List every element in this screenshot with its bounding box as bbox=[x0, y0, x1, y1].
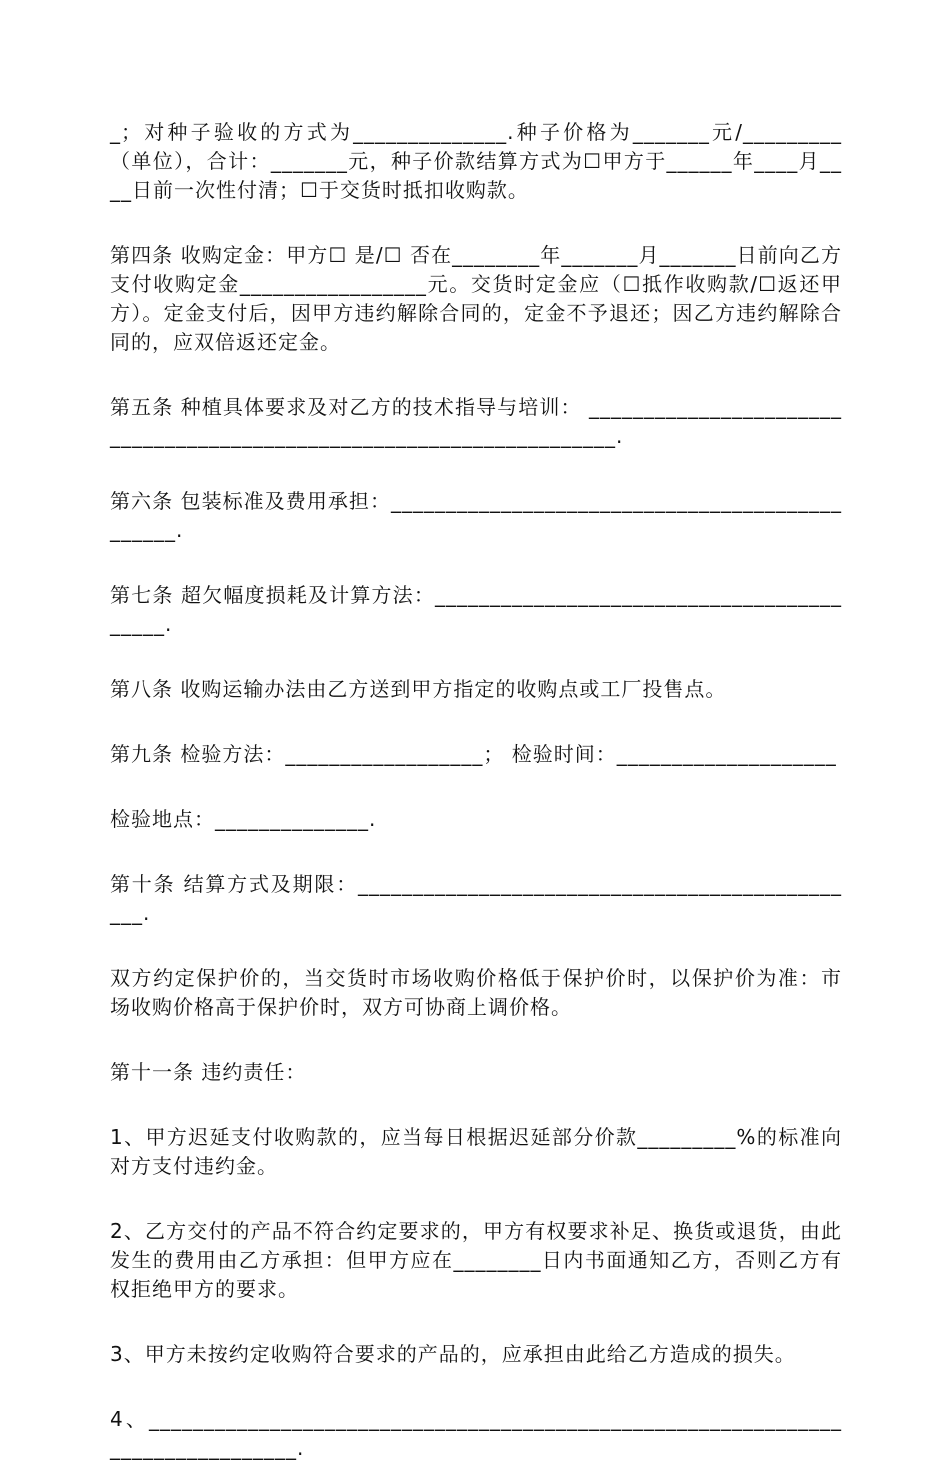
liability-item-1: 1、甲方迟延支付收购款的，应当每日根据迟延部分价款_________%的标准向对方支付违约金。 bbox=[110, 1125, 842, 1178]
clause-7-loss-calculation: 第七条 超欠幅度损耗及计算方法：__________________________________________. bbox=[110, 583, 842, 636]
clause-5-planting-requirements: 第五条 种植具体要求及对乙方的技术指导与培训： _____________________________________________________________________. bbox=[110, 395, 842, 448]
clause-4-deposit: 第四条 收购定金：甲方☐ 是/☐ 否在________年_______月_______日前向乙方支付收购定金_________________元。交货时定金应（☐抵作收购款/☐返还甲方）。定金支付后，因甲方违约解除合同的，定金不予退还；因乙方违约解除合同的，应双倍返还定金。 bbox=[110, 243, 842, 354]
clause-10-settlement: 第十条 结算方式及期限：_______________________________________________. bbox=[110, 872, 842, 925]
inspection-location: 检验地点：______________. bbox=[110, 807, 377, 831]
clause-9-inspection: 第九条 检验方法：__________________； 检验时间：____________________ bbox=[110, 742, 837, 766]
protection-price-note: 双方约定保护价的，当交货时市场收购价格低于保护价时，以保护价为准：市场收购价格高于保护价时，双方可协商上调价格。 bbox=[110, 966, 842, 1019]
liability-item-2: 2、乙方交付的产品不符合约定要求的，甲方有权要求补足、换货或退货，由此发生的费用由乙方承担：但甲方应在________日内书面通知乙方，否则乙方有权拒绝甲方的要求。 bbox=[110, 1219, 842, 1301]
liability-item-4: 4、________________________________________________________________________________. bbox=[110, 1407, 842, 1460]
clause-8-transport: 第八条 收购运输办法由乙方送到甲方指定的收购点或工厂投售点。 bbox=[110, 677, 727, 701]
clause-11-heading: 第十一条 违约责任： bbox=[110, 1060, 307, 1084]
liability-item-3: 3、甲方未按约定收购符合要求的产品的，应承担由此给乙方造成的损失。 bbox=[110, 1342, 796, 1366]
clause-seed-acceptance-price: _；对种子验收的方式为______________.种子价格为_______元/_________（单位），合计：_______元，种子价款结算方式为☐甲方于______年____月____日前一次性付清；☐于交货时抵扣收购款。 bbox=[110, 120, 842, 202]
clause-6-packaging: 第六条 包装标准及费用承担：_______________________________________________. bbox=[110, 489, 842, 542]
